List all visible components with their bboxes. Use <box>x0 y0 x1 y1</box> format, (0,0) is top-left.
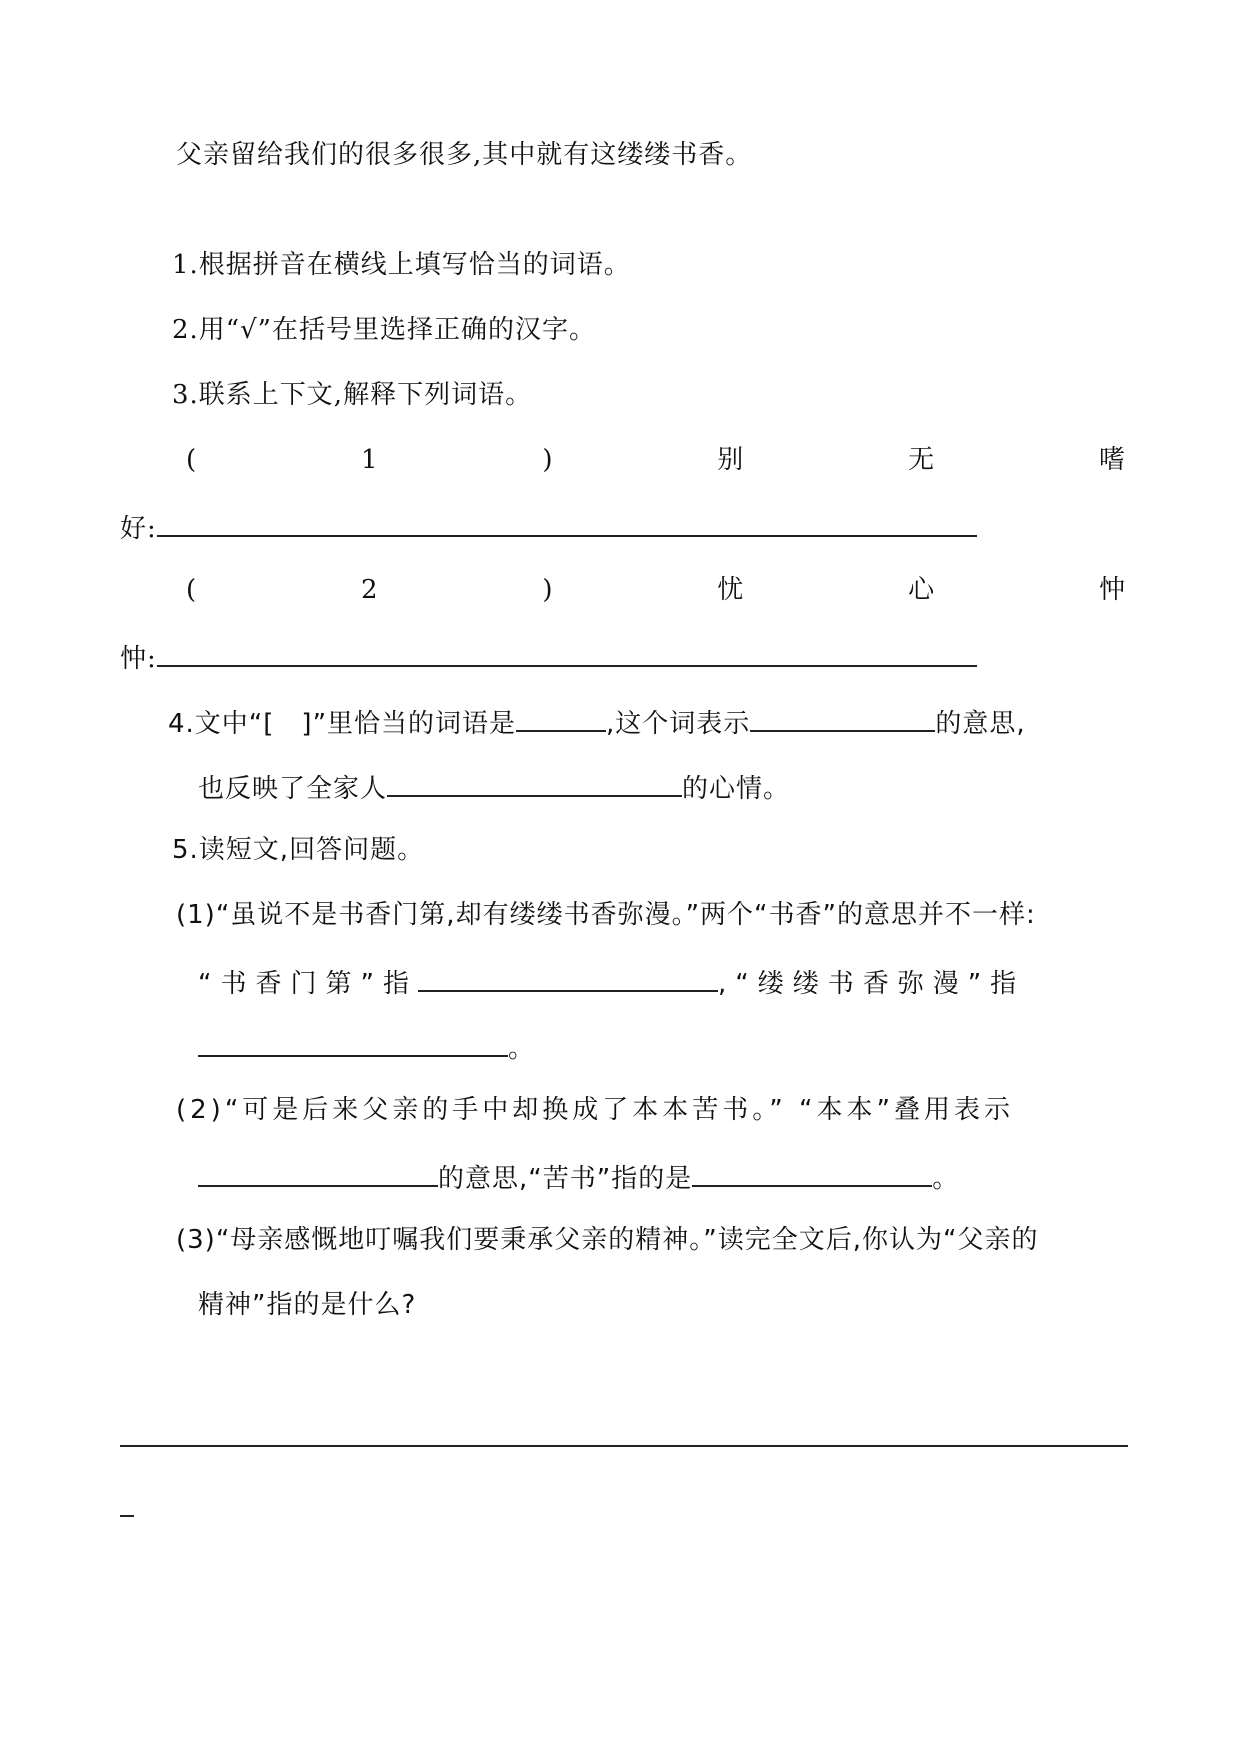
paren-open: ( <box>186 575 198 605</box>
paren-close: ) <box>542 575 554 605</box>
term-tail: 好: <box>120 514 157 544</box>
q4-text-5: 的心情。 <box>682 774 791 804</box>
question-1: 1.根据拼音在横线上填写恰当的词语。 <box>172 250 631 280</box>
item-number: 2 <box>360 575 379 605</box>
question-5: 5.读短文,回答问题。 <box>172 835 425 865</box>
q5-1-line-3 <box>198 1025 535 1069</box>
answer-blank[interactable] <box>157 505 977 537</box>
q5-3-line-2: 精神”指的是什么? <box>198 1290 417 1320</box>
question-3: 3.联系上下文,解释下列词语。 <box>172 380 533 410</box>
q4-text-3: 的意思, <box>935 709 1026 739</box>
q4-text-4: 也反映了全家人 <box>198 774 388 804</box>
q5-1-text-a: “书香门第”指 <box>198 969 418 999</box>
char: 别 <box>717 445 745 475</box>
q5-3-line-1: (3)“母亲感慨地叮嘱我们要秉承父亲的精神。”读完全文后,你认为“父亲的 <box>176 1225 1039 1255</box>
q5-2-blank-a[interactable] <box>198 1155 438 1187</box>
q5-1-blank-a[interactable] <box>418 960 718 992</box>
q5-2-line-1: (2)“可是后来父亲的手中却换成了本本苦书。” “本本”叠用表示 <box>176 1095 1014 1125</box>
q5-1-line-1: (1)“虽说不是书香门第,却有缕缕书香弥漫。”两个“书香”的意思并不一样: <box>176 900 1036 930</box>
term-tail: 忡: <box>120 644 157 674</box>
q3-item-1-head <box>186 440 1126 480</box>
q3-item-1-answer <box>120 505 977 549</box>
q4-blank-word[interactable] <box>516 700 606 732</box>
paren-close: ) <box>542 445 554 475</box>
q5-1-blank-b[interactable] <box>198 1025 508 1057</box>
passage-last-line: 父亲留给我们的很多很多,其中就有这缕缕书香。 <box>176 140 753 170</box>
q5-2-end: 。 <box>932 1164 960 1194</box>
char: 嗜 <box>1098 445 1126 475</box>
question-4-line-1 <box>168 700 1026 744</box>
q4-blank-mood[interactable] <box>387 765 682 797</box>
q3-item-2-head <box>186 570 1126 610</box>
q4-blank-meaning[interactable] <box>750 700 935 732</box>
char: 忡 <box>1098 575 1126 605</box>
q5-3-answer-line-overflow <box>120 1515 134 1517</box>
question-4-line-2 <box>198 765 790 809</box>
question-2: 2.用“√”在括号里选择正确的汉字。 <box>172 315 596 345</box>
char: 忧 <box>717 575 745 605</box>
item-number: 1 <box>360 445 379 475</box>
q5-2-text-a: 的意思,“苦书”指的是 <box>438 1164 693 1194</box>
q5-1-text-b: ,“缕缕书香弥漫”指 <box>717 969 1026 999</box>
q5-2-line-2 <box>198 1155 959 1199</box>
q4-text-2: ,这个词表示 <box>606 709 751 739</box>
q5-2-blank-b[interactable] <box>692 1155 932 1187</box>
char: 无 <box>908 445 936 475</box>
char: 心 <box>908 575 936 605</box>
answer-blank[interactable] <box>157 635 977 667</box>
paren-open: ( <box>186 445 198 475</box>
q4-text-1: 4.文中“[ ]”里恰当的词语是 <box>168 709 517 739</box>
q5-1-end: 。 <box>508 1034 536 1064</box>
q5-1-line-2 <box>198 960 1025 1004</box>
q5-3-answer-line[interactable] <box>120 1445 1128 1447</box>
q3-item-2-answer <box>120 635 977 679</box>
